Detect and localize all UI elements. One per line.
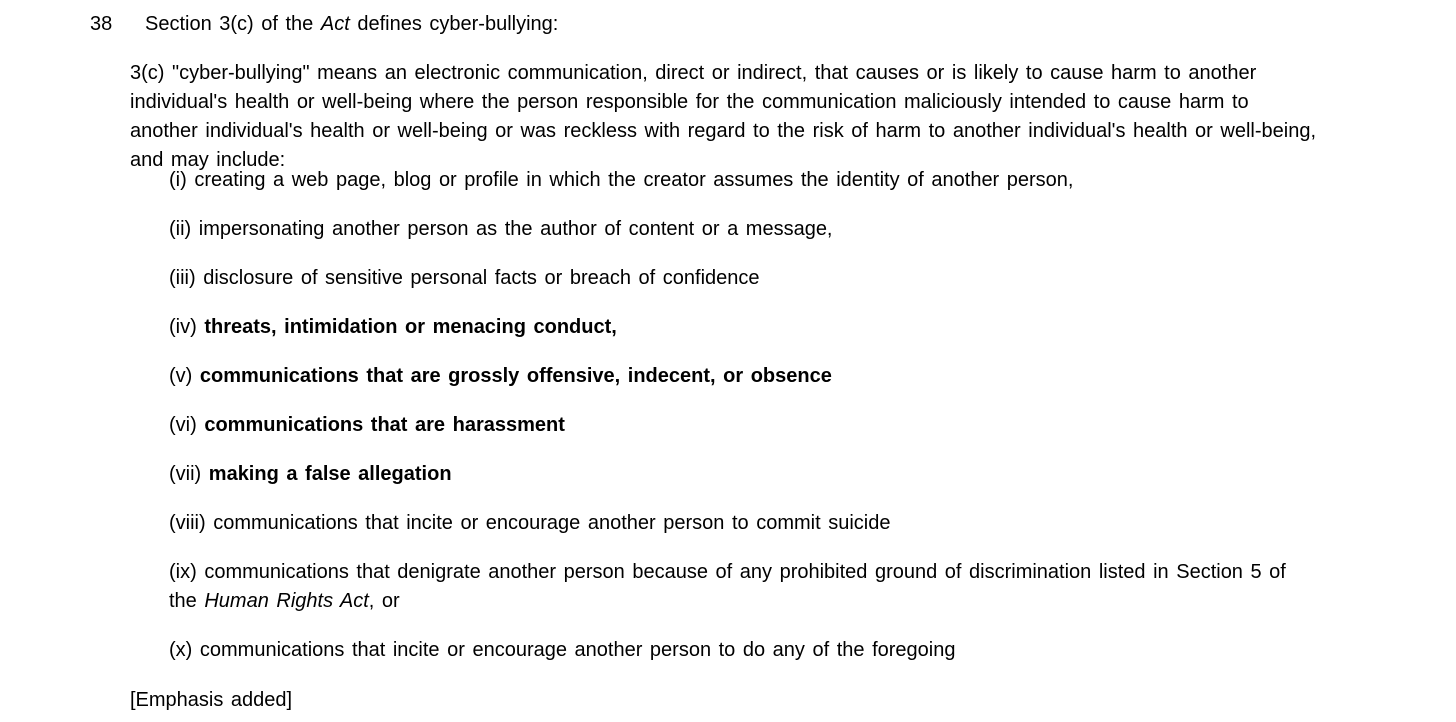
item-text-emphasized: communications that are grossly offensive, indecent, or obsence [199,365,832,387]
list-item [169,558,1289,616]
item-number: (ix) [169,561,197,583]
definition-text: 3(c) "cyber-bullying" means an electronic communication, direct or indirect, that causes or is likely to cause harm to another individual's health or well-being where the person responsible for the communication maliciously intended to cause harm to another individual's health or well-being or was reckless with regard to the risk of harm to another individual's health or well-being, and may include: [130,62,1317,171]
list-item [169,362,1289,391]
item-text-emphasized: threats, intimidation or menacing conduct, [204,316,617,338]
list-item [169,509,1289,538]
item-text: communications that incite or encourage another person to commit suicide [213,512,891,534]
item-number: (v) [169,365,193,387]
item-text: communications that incite or encourage another person to do any of the foregoing [199,639,956,661]
list-item [169,411,1289,440]
definition-items-list [169,166,1289,685]
item-number: (viii) [169,512,206,534]
item-number: (vi) [169,414,197,436]
item-number: (iii) [169,267,196,289]
paragraph-intro [145,10,558,39]
list-item [169,313,1289,342]
list-item [169,460,1289,489]
paragraph-number: 38 [90,13,113,35]
item-text-end: , or [368,590,400,612]
item-number: (i) [169,169,187,191]
item-text-emphasized: communications that are harassment [204,414,565,436]
human-rights-act-title: Human Rights Act [204,590,369,612]
item-number: (vii) [169,463,202,485]
intro-text: Section 3(c) of the [145,13,321,35]
item-text-emphasized: making a false allegation [208,463,452,485]
emphasis-note: [Emphasis added] [130,689,293,711]
item-number: (iv) [169,316,197,338]
item-text: creating a web page, blog or profile in which the creator assumes the identity of another person, [194,169,1074,191]
list-item [169,215,1289,244]
list-item [169,636,1289,665]
act-title: Act [320,13,350,35]
item-text: impersonating another person as the author of content or a message, [198,218,833,240]
item-number: (ii) [169,218,192,240]
list-item [169,166,1289,195]
item-text: communications that denigrate another person because of any prohibited ground of discrimination listed in Section 5 of the [169,561,1286,612]
item-number: (x) [169,639,193,661]
intro-text-end: defines cyber-bullying: [349,13,559,35]
list-item [169,264,1289,293]
item-text: disclosure of sensitive personal facts or breach of confidence [203,267,760,289]
